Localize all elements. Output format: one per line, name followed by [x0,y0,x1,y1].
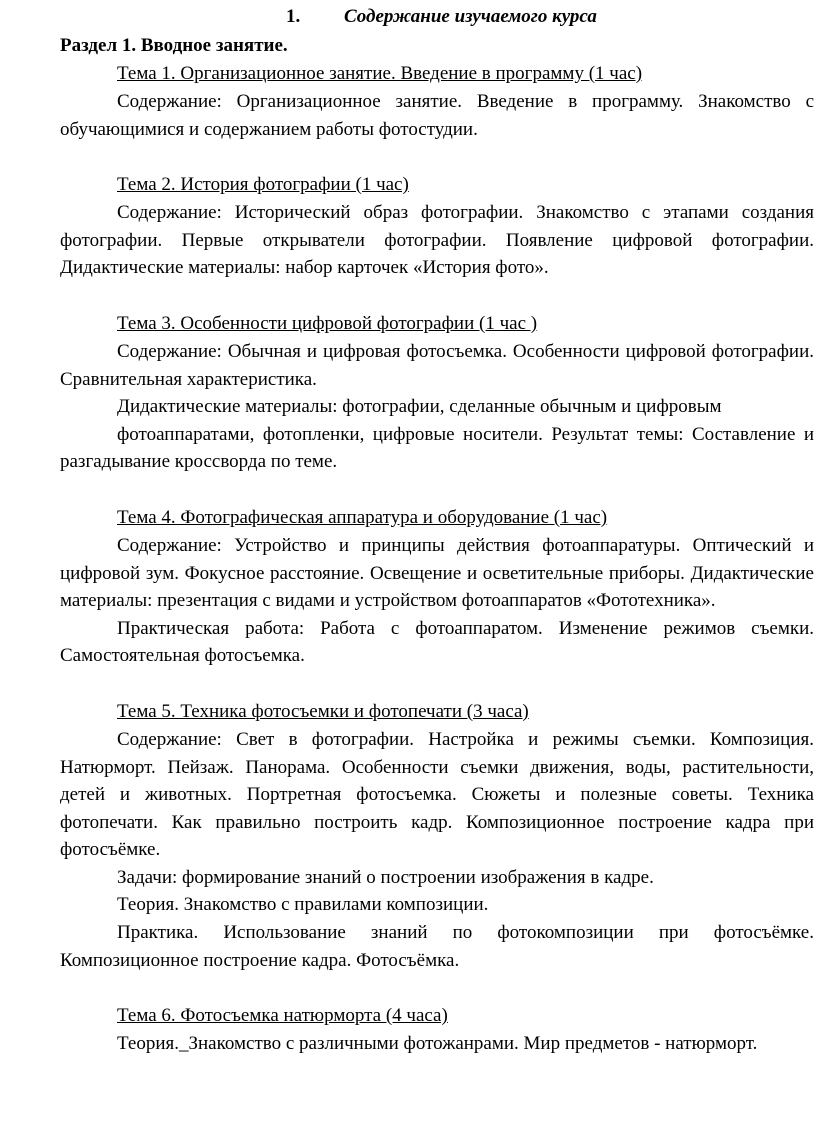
topic-title: Тема 1. Организационное занятие. Введение в программу (1 час) [117,63,643,84]
topic-paragraph: фотоаппаратами, фотопленки, цифровые носители. Результат темы: Составление и разгадывание кроссворда по теме. [60,423,814,473]
topic-title: Тема 3. Особенности цифровой фотографии (1 час ) [117,312,538,334]
topic-2 [60,171,814,282]
heading-number: 1. [286,6,301,27]
topic-4 [60,504,814,670]
topic-paragraph: Содержание: Обычная и цифровая фотосъемка. Особенности цифровой фотографии. Сравнительная характеристика. [60,340,814,390]
topic-paragraph: Содержание: Исторический образ фотографии. Знакомство с этапами создания фотографии. Первые открыватели фотографии. Появление цифровой фотографии. Дидактические материалы: набор карточек «История фото». [60,202,814,279]
document-heading [60,3,814,31]
topic-1 [60,60,814,143]
section-title: Раздел 1. Вводное занятие. [60,35,288,56]
blank-line [60,143,814,171]
topic-paragraph: Задачи: формирование знаний о построении изображения в кадре. [117,866,654,888]
topic-6 [60,1002,814,1058]
topic-title: Тема 5. Техника фотосъемки и фотопечати (3 часа) [117,700,529,722]
topic-paragraph: Практика. Использование знаний по фотокомпозиции при фотосъёмке. Композиционное построение кадра. Фотосъёмка. [60,922,814,971]
topic-paragraph: Практическая работа: Работа с фотоаппаратом. Изменение режимов съемки. Самостоятельная фотосъемка. [60,617,814,667]
topic-paragraph: Дидактические материалы: фотографии, сделанные обычным и цифровым [117,396,722,418]
topic-title: Тема 2. История фотографии (1 час) [117,174,409,196]
topic-paragraph: Теория._Знакомство с различными фотожанрами. Мир предметов - натюрморт. [117,1033,758,1055]
topic-paragraph: Содержание: Организационное занятие. Введение в программу. Знакомство с обучающимися и содержанием работы фотостудии. [60,91,814,140]
topic-title: Тема 4. Фотографическая аппаратура и оборудование (1 час) [117,506,608,528]
heading-title: Содержание изучаемого курса [344,6,597,27]
blank-line [60,974,814,1002]
topic-5 [60,698,814,974]
topic-3 [60,310,814,476]
topic-paragraph: Содержание: Устройство и принципы действия фотоаппаратуры. Оптический и цифровой зум. Фокусное расстояние. Освещение и осветительные приборы. Дидактические материалы: презентация с видами и устройством фотоаппаратов «Фототехника». [60,534,814,612]
topic-paragraph: Содержание: Свет в фотографии. Настройка и режимы съемки. Композиция. Натюрморт. Пейзаж. Панорама. Особенности съемки движения, воды, растительности, детей и животных. Портретная фотосъемка. Сюжеты и полезные советы. Техника фотопечати. Как правильно построить кадр. Композиционное построение кадра при фотосъёмке. [60,728,814,861]
topic-title: Тема 6. Фотосъемка натюрморта (4 часа) [117,1005,448,1027]
topic-paragraph: Теория. Знакомство с правилами композиции. [117,894,489,916]
blank-line [60,476,814,504]
blank-line [60,670,814,698]
document-page [60,0,814,1058]
blank-line [60,282,814,310]
